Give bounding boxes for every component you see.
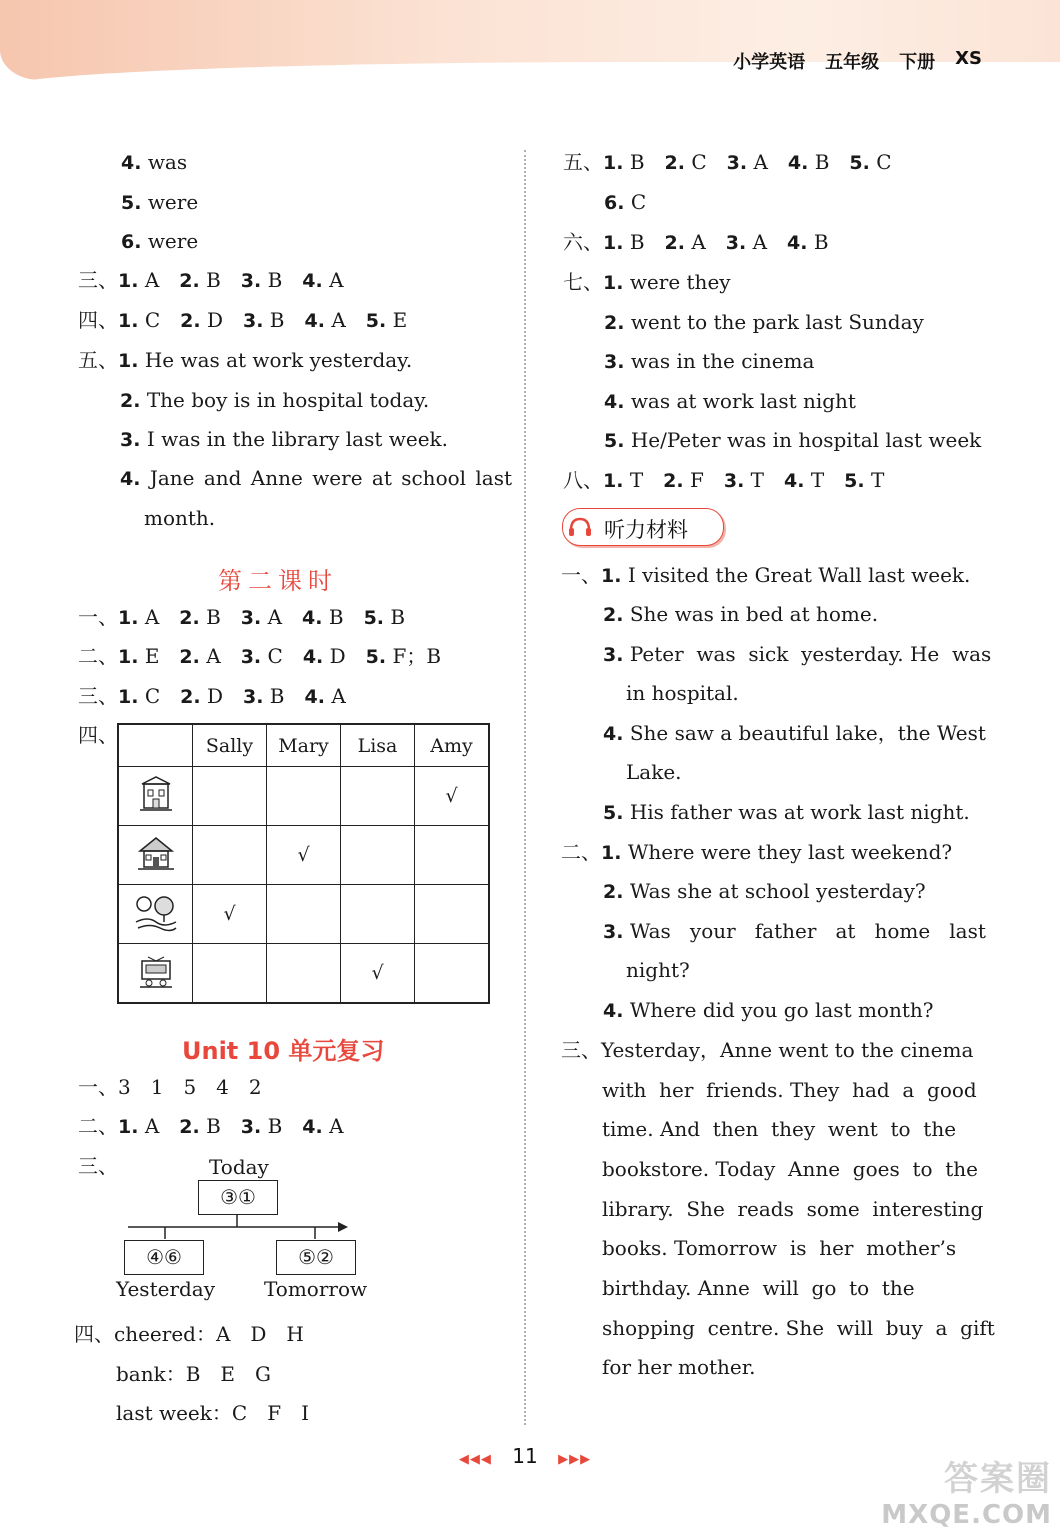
timeline-tomorrow-label: Tomorrow	[264, 1277, 368, 1301]
answer-line: 4. She saw a beautiful lake，the West	[603, 721, 986, 745]
page-number-bar	[440, 1444, 610, 1468]
table-cell: √	[267, 826, 341, 885]
answer-row: 二、1. A 2. B 3. B 4. A	[78, 1114, 344, 1138]
passage-line: with her friends. They had a good	[602, 1078, 977, 1102]
answer-row: 四、1. C 2. D 3. B 4. A 5. E	[78, 308, 408, 332]
table-cell	[193, 826, 267, 885]
passage-line: 三、Yesterday，Anne went to the cinema	[561, 1038, 974, 1062]
prev-arrows-icon: ◀◀◀	[458, 1452, 492, 1467]
answer-line: 2. Was she at school yesterday?	[603, 879, 926, 903]
header-grade: 五年级	[825, 52, 880, 73]
next-arrows-icon: ▶▶▶	[558, 1452, 592, 1467]
answer-line: 5. were	[121, 190, 199, 214]
answer-line: bank：B E G	[116, 1362, 271, 1386]
passage-line: bookstore. Today Anne goes to the	[602, 1157, 978, 1181]
watermark	[881, 1451, 1052, 1530]
timeline-tomorrow-box: ⑤②	[276, 1240, 356, 1275]
cinema-icon	[118, 944, 193, 1004]
unit-title: Unit 10 单元复习	[182, 1037, 385, 1065]
table-header: Mary	[267, 724, 341, 767]
answer-line: last week：C F I	[116, 1401, 309, 1425]
table-cell: √	[193, 885, 267, 944]
headphones-icon	[568, 516, 592, 538]
passage-line: for her mother.	[602, 1355, 756, 1379]
answer-line: 2. The boy is in hospital today.	[120, 388, 430, 412]
answer-row: 六、1. B 2. A 3. A 4. B	[563, 230, 829, 254]
table-corner	[118, 724, 193, 767]
watermark-text: MXQE.COM	[881, 1500, 1052, 1530]
table-cell	[267, 767, 341, 826]
timeline-arrow	[120, 1210, 350, 1240]
park-icon	[118, 885, 193, 944]
page-number: 11	[512, 1444, 538, 1468]
table-cell	[267, 885, 341, 944]
answer-row: 一、1. A 2. B 3. A 4. B 5. B	[78, 605, 406, 629]
table-header: Lisa	[341, 724, 415, 767]
table-cell	[415, 826, 490, 885]
timeline-today-label: Today	[209, 1155, 269, 1179]
table-cell	[415, 944, 490, 1004]
answer-line: 3. I was in the library last week.	[120, 427, 449, 451]
table-cell	[193, 767, 267, 826]
answer-row: 五、1. B 2. C 3. A 4. B 5. C	[563, 150, 892, 174]
answer-line: 五、1. He was at work yesterday.	[78, 348, 413, 372]
answer-line: month.	[144, 506, 216, 530]
table-cell: √	[341, 944, 415, 1004]
answer-line: 一、3 1 5 4 2	[78, 1075, 262, 1099]
timeline-today-box: ③①	[198, 1180, 278, 1215]
passage-line: library. She reads some interesting	[602, 1197, 984, 1221]
table-header: Sally	[193, 724, 267, 767]
header-subject: 小学英语	[733, 52, 806, 73]
answer-line: 4. Jane and Anne were at school last	[120, 466, 513, 490]
timeline-yesterday-box: ④⑥	[124, 1240, 204, 1275]
table-cell	[341, 767, 415, 826]
answer-line: 3. was in the cinema	[604, 349, 815, 373]
header-term: 下册	[899, 52, 936, 73]
passage-line: birthday. Anne will go to the	[602, 1276, 915, 1300]
library-icon	[118, 767, 193, 826]
table-row	[118, 767, 489, 826]
answer-line: 3. Peter was sick yesterday. He was	[603, 642, 992, 666]
answer-line: Lake.	[626, 760, 682, 784]
table-row	[118, 885, 489, 944]
answer-line: 4. was	[121, 150, 188, 174]
answer-row: 三、1. A 2. B 3. B 4. A	[78, 268, 344, 292]
section-label: 三、	[78, 1154, 118, 1178]
table-header: Amy	[415, 724, 490, 767]
watermark-cn: 答案圈	[944, 1459, 1052, 1499]
section-label: 四、	[78, 723, 118, 747]
answer-line: 6. C	[604, 190, 647, 214]
header-edition: XS	[955, 48, 982, 69]
answer-row: 二、1. E 2. A 3. C 4. D 5. F；B	[78, 644, 442, 668]
answer-line: 5. His father was at work last night.	[603, 800, 970, 824]
answer-line: 四、cheered：A D H	[74, 1322, 304, 1346]
passage-line: shopping centre. She will buy a gift	[602, 1316, 995, 1340]
listening-title: 听力材料	[604, 518, 688, 542]
answer-line: 5. He/Peter was in hospital last week	[604, 428, 982, 452]
answer-row: 八、1. T 2. F 3. T 4. T 5. T	[563, 468, 885, 492]
column-divider	[524, 150, 526, 1425]
answer-line: 4. was at work last night	[604, 389, 856, 413]
table-cell	[415, 885, 490, 944]
answer-line: 3. Was your father at home last	[603, 919, 986, 943]
answer-line: 2. went to the park last Sunday	[604, 310, 924, 334]
home-icon	[118, 826, 193, 885]
answer-line: night?	[626, 958, 690, 982]
table-cell	[267, 944, 341, 1004]
answer-line: 一、1. I visited the Great Wall last week.	[561, 563, 971, 587]
answer-table	[117, 723, 490, 1004]
answer-line: 6. were	[121, 229, 199, 253]
table-cell	[341, 826, 415, 885]
timeline-yesterday-label: Yesterday	[116, 1277, 216, 1301]
answer-line: 七、1. were they	[563, 270, 731, 294]
table-cell	[193, 944, 267, 1004]
table-row	[118, 944, 489, 1004]
passage-line: books. Tomorrow is her mother’s	[602, 1236, 957, 1260]
table-cell	[341, 885, 415, 944]
answer-line: 2. She was in bed at home.	[603, 602, 879, 626]
table-row	[118, 826, 489, 885]
answer-line: 二、1. Where were they last weekend?	[561, 840, 953, 864]
table-cell: √	[415, 767, 490, 826]
header-info	[733, 48, 982, 74]
answer-line: 4. Where did you go last month?	[603, 998, 934, 1022]
lesson-title: 第二课时	[218, 567, 338, 595]
answer-line: in hospital.	[626, 681, 739, 705]
answer-row: 三、1. C 2. D 3. B 4. A	[78, 684, 346, 708]
passage-line: time. And then they went to the	[602, 1117, 957, 1141]
